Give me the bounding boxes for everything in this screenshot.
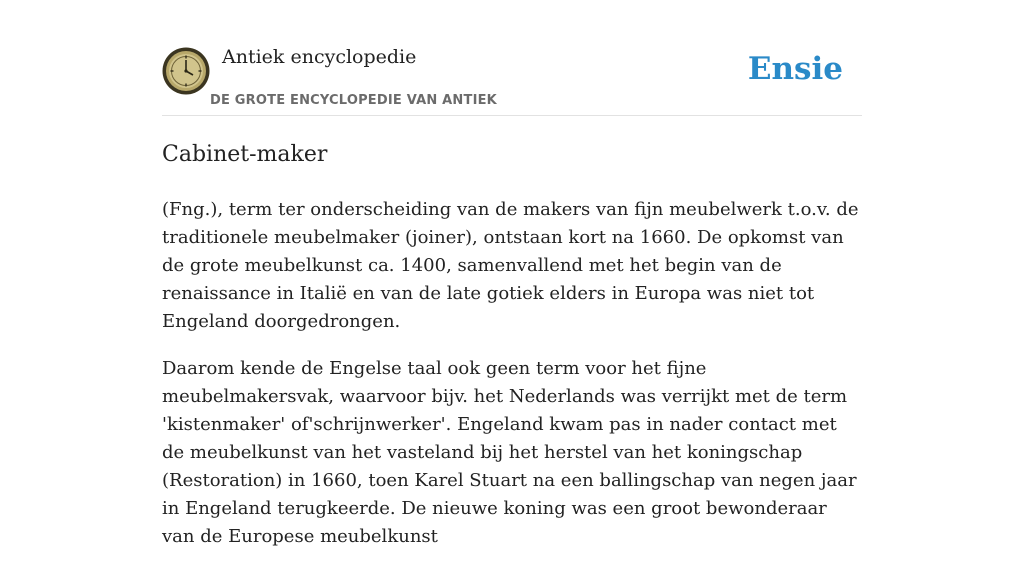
article-paragraph: (Fng.), term ter onderscheiding van de makers van fijn meubelwerk t.o.v. de traditionele meubelmaker (joiner), ontstaan kort na 1660. De opkomst van de grote meubelkunst ca. 1400, samenvallend met het begin van de renaissance in Italië en van de late gotiek elders in Europa was niet tot Engeland doorgedrongen. (162, 199, 859, 332)
site-tagline: DE GROTE ENCYCLOPEDIE VAN ANTIEK (210, 93, 497, 108)
ensie-brand-link[interactable]: Ensie (747, 51, 843, 87)
article-paragraph: Daarom kende de Engelse taal ook geen term voor het fijne meubelmakersvak, waarvoor bijv. het Nederlands was verrijkt met de term 'kistenmaker' of'schrijnwerker'. Engeland kwam pas in nader contact met de meubelkunst van het vasteland bij het herstel van het koningschap (Restoration) in 1660, toen Karel Stuart na een ballingschap van negen jaar in Engeland terugkeerde. De nieuwe koning was een groot bewonderaar van de Europese meubelkunst (162, 358, 857, 547)
site-name[interactable]: Antiek encyclopedie (222, 46, 417, 68)
site-header (162, 40, 862, 116)
article (162, 140, 862, 570)
antique-clock-icon[interactable] (162, 47, 210, 95)
article-title: Cabinet-maker (162, 142, 328, 167)
